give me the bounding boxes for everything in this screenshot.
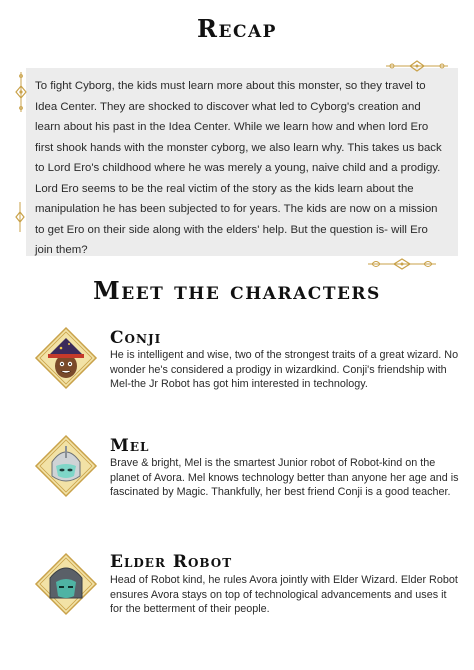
- character-name-elder-robot: Elder Robot: [110, 552, 233, 572]
- character-description-mel: Brave & bright, Mel is the smartest Junior robot of Robot-kind on the planet of Avora. Mel knows technology better than anyone her age and is fascinated by Magic. Thankfully, her best friend Conji is a good teacher.: [110, 457, 459, 499]
- ornament-horizontal-top-right: [384, 58, 450, 74]
- junior-robot-portrait-icon: [34, 434, 98, 498]
- elder-robot-portrait-icon: [34, 552, 98, 616]
- ornament-vertical-bottom-left: [10, 200, 30, 234]
- character-name-mel: Mel: [110, 436, 150, 456]
- character-name-conji: Conji: [110, 328, 162, 348]
- character-description-elder-robot: Head of Robot kind, he rules Avora jointly with Elder Wizard. Elder Robot ensures Avora stays on top of technological advancements and uses it for the betterment of their people.: [110, 574, 458, 616]
- character-description-conji: He is intelligent and wise, two of the strongest traits of a great wizard. No wonder he's considered a prodigy in wizardkind. Conji's friendship with Mel-the Jr Robot has got him interested in technology.: [110, 349, 459, 391]
- wizard-portrait-icon: [34, 326, 98, 390]
- recap-body: To fight Cyborg, the kids must learn more about this monster, so they travel to Idea Center. They are shocked to discover what led to Cyborg's creation and learn about his past in the Idea Center. While we learn how and when lord Ero first shook hands with the monster cyborg, we also learn why. This takes us back to Lord Ero's childhood where he was merely a young, naive child and a prodigy. Lord Ero seems to be the real victim of the story as the kids learn about the manipulation he has been subjected to for years. The kids are now on a mission to get Ero on their side along with the elders' help. But the question is- will Ero join them?: [35, 80, 442, 256]
- characters-heading: Meet the characters: [93, 276, 381, 305]
- recap-heading: Recap: [197, 14, 277, 43]
- ornament-vertical-top-left: [8, 70, 34, 114]
